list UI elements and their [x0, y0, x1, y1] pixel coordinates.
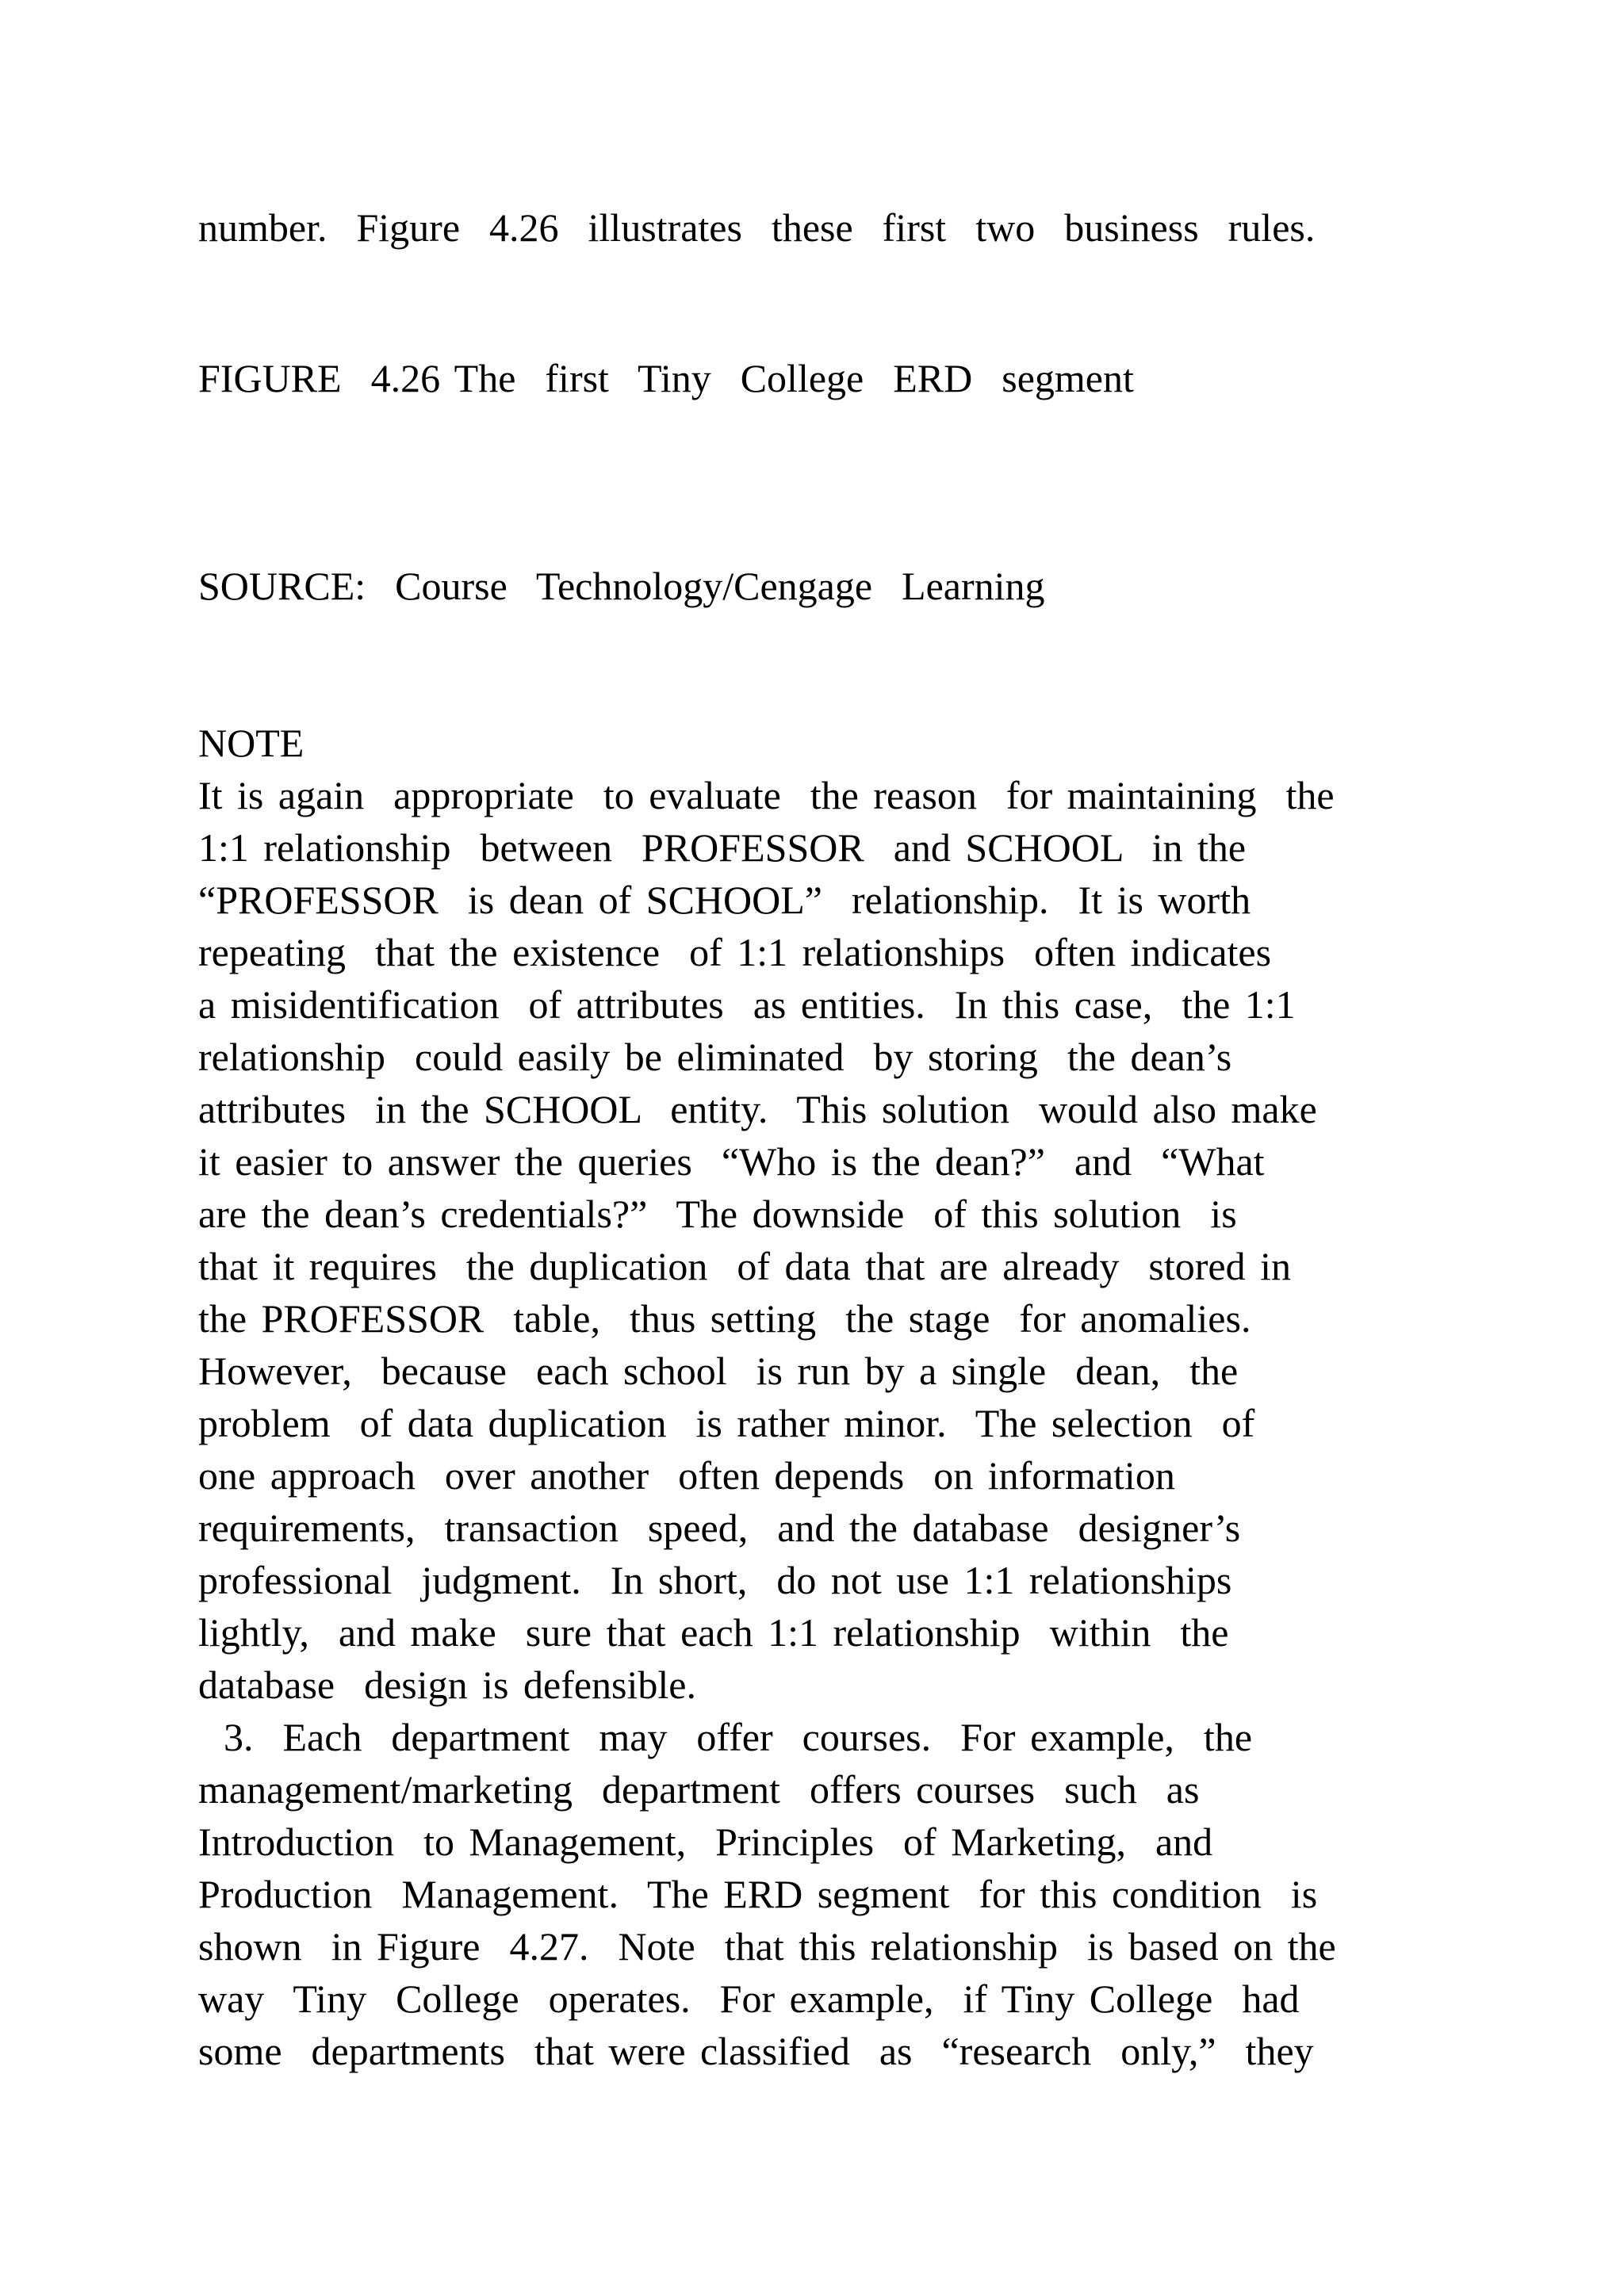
note-line: a misidentification of attributes as entities. In this case, the 1:1	[198, 982, 1296, 1027]
note-line: it easier to answer the queries “Who is the dean?” and “What	[198, 1139, 1265, 1184]
note-line: repeating that the existence of 1:1 relationships often indicates	[198, 930, 1272, 974]
list-item-3-line: management/marketing department offers courses such as	[198, 1767, 1200, 1812]
note-line: professional judgment. In short, do not use 1:1 relationships	[198, 1558, 1232, 1602]
list-item-3-line: way Tiny College operates. For example, if Tiny College had	[198, 1976, 1300, 2021]
note-line: 1:1 relationship between PROFESSOR and SCHOOL in the	[198, 825, 1247, 870]
note-line: attributes in the SCHOOL entity. This solution would also make	[198, 1087, 1317, 1131]
figure-source: SOURCE: Course Technology/Cengage Learning	[198, 564, 1045, 608]
note-line: problem of data duplication is rather minor. The selection of	[198, 1401, 1255, 1445]
note-line: the PROFESSOR table, thus setting the stage for anomalies.	[198, 1296, 1251, 1341]
note-line: one approach over another often depends on information	[198, 1453, 1175, 1498]
list-item-3-first-line: 3. Each department may offer courses. For example, the	[224, 1715, 1253, 1759]
note-line: It is again appropriate to evaluate the reason for maintaining the	[198, 773, 1335, 817]
list-item-3-line: Introduction to Management, Principles of Marketing, and	[198, 1820, 1213, 1864]
note-line: relationship could easily be eliminated by storing the dean’s	[198, 1035, 1232, 1079]
note-line: database design is defensible.	[198, 1663, 696, 1707]
list-item-3-line: shown in Figure 4.27. Note that this relationship is based on the	[198, 1924, 1336, 1969]
note-line: lightly, and make sure that each 1:1 relationship within the	[198, 1610, 1229, 1655]
note-line: that it requires the duplication of data that are already stored in	[198, 1244, 1291, 1288]
note-line: are the dean’s credentials?” The downside of this solution is	[198, 1192, 1237, 1236]
list-item-3-line: Production Management. The ERD segment for this condition is	[198, 1872, 1318, 1916]
figure-caption: FIGURE 4.26 The first Tiny College ERD segment	[198, 356, 1134, 400]
note-heading: NOTE	[198, 721, 304, 765]
intro-line: number. Figure 4.26 illustrates these first two business rules.	[198, 205, 1316, 250]
list-item-3-line: some departments that were classified as “research only,” they	[198, 2029, 1314, 2073]
note-line: requirements, transaction speed, and the database designer’s	[198, 1506, 1241, 1550]
note-line: However, because each school is run by a single dean, the	[198, 1349, 1239, 1393]
note-line: “PROFESSOR is dean of SCHOOL” relationship. It is worth	[198, 878, 1251, 922]
